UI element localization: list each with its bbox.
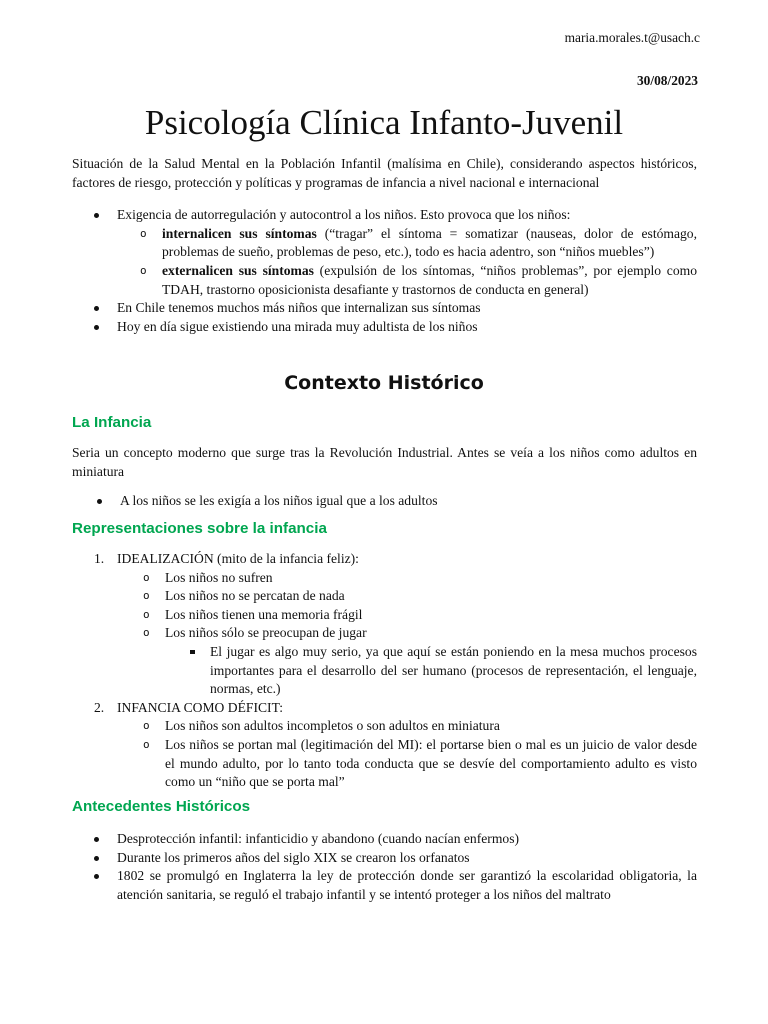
jugar-sub-list [165,643,697,699]
list-item-text: Hoy en día sigue existiendo una mirada muy adultista de los niños [117,318,478,334]
idealizacion-sub-list [117,569,697,699]
list-item-text: Desprotección infantil: infanticidio y abandono (cuando nacían enfermos) [117,831,520,846]
list-item [117,849,697,868]
list-item [165,717,697,736]
list-item-text: Los niños no se percatan de nada [165,588,345,604]
document-date: 30/08/2023 [636,73,698,88]
list-item [162,262,697,299]
bold-term: externalicen sus síntomas [162,262,314,278]
list-item-text: (expulsión de los síntomas, “niños problemas”, por ejemplo como TDAH, trastorno oposicionista desafiante y trastornos de conducta en general) [162,262,698,297]
list-item [165,606,697,625]
list-item-text: A los niños se les exigía a los niños igual que a los adultos [120,493,438,509]
intro-section [72,155,697,336]
list-item [117,830,697,849]
list-item-text: Los niños son adultos incompletos o son adultos en miniatura [165,718,500,734]
list-item [165,624,697,698]
list-item [94,699,697,792]
page-title: Psicología Clínica Infanto-Juvenil [144,103,624,142]
antecedentes-section [72,830,697,904]
list-item [117,206,697,299]
list-item [117,867,697,904]
list-item [210,643,697,699]
infancia-paragraph: Seria un concepto moderno que surge tras la Revolución Industrial. Antes se veía a los niños como adultos en miniatura [72,445,697,479]
list-item-text: IDEALIZACIÓN (mito de la infancia feliz): [117,551,359,566]
infancia-bullet-list [72,492,697,511]
list-number: 2. [94,699,105,715]
list-item-text: El jugar es algo muy serio, ya que aquí se están poniendo en la mesa muchos procesos importantes para el desarrollo del ser humano (procesos de representación, el lenguaje, normas, etc.) [210,643,697,697]
infancia-section [72,444,697,511]
list-item-text: (“tragar” el síntoma = somatizar (nauseas, dolor de estómago, problemas de sueño, problemas de peso, etc.), todo es hacia adentro, son “niños muebles”) [162,225,697,260]
list-item-text: INFANCIA COMO DÉFICIT: [117,699,283,715]
list-item [94,550,697,699]
intro-sub-list [117,225,697,299]
subsection-heading: La Infancia [72,414,152,431]
list-item-text: Los niños sólo se preocupan de jugar [165,625,367,641]
list-item [165,736,697,792]
list-item [165,569,697,588]
list-item-text: Los niños se portan mal (legitimación del MI): el portarse bien o mal es un juicio de valor desde el mundo adulto, por lo tanto toda conducta que se desvíe del comportamiento adulto es visto como un “niño que se porta mal” [165,736,697,790]
bold-term: internalicen sus síntomas [162,225,317,241]
list-item [117,299,697,318]
list-item [117,318,697,337]
list-number: 1. [94,551,105,566]
section-heading: Contexto Histórico [284,372,484,394]
representaciones-section [72,550,697,792]
intro-bullet-list [72,206,697,336]
list-item [162,225,697,262]
subsection-heading: Antecedentes Históricos [72,798,251,815]
list-item-text: Los niños no sufren [165,569,273,585]
list-item [120,492,697,511]
list-item-text: 1802 se promulgó en Inglaterra la ley de protección donde ser garantizó la escolaridad obligatoria, la atención sanitaria, se reguló el trabajo infantil y se intentó proteger a los niños del maltrato [117,868,697,902]
list-item-text: Los niños tienen una memoria frágil [165,606,363,622]
subsection-heading: Representaciones sobre la infancia [72,520,327,537]
representaciones-numbered-list [72,550,697,792]
list-item-text: En Chile tenemos muchos más niños que internalizan sus síntomas [117,300,481,316]
author-email: maria.morales.t@usach.c [564,30,700,45]
antecedentes-bullet-list [72,830,697,904]
list-item [165,587,697,606]
intro-paragraph: Situación de la Salud Mental en la Población Infantil (malísima en Chile), considerando aspectos históricos, factores de riesgo, protección y políticas y programas de infancia a nivel nacional e internacional [72,156,697,190]
list-item-text: Exigencia de autorregulación y autocontrol a los niños. Esto provoca que los niños: [117,207,571,223]
deficit-sub-list [117,717,697,791]
list-item-text: Durante los primeros años del siglo XIX se crearon los orfanatos [117,849,470,865]
